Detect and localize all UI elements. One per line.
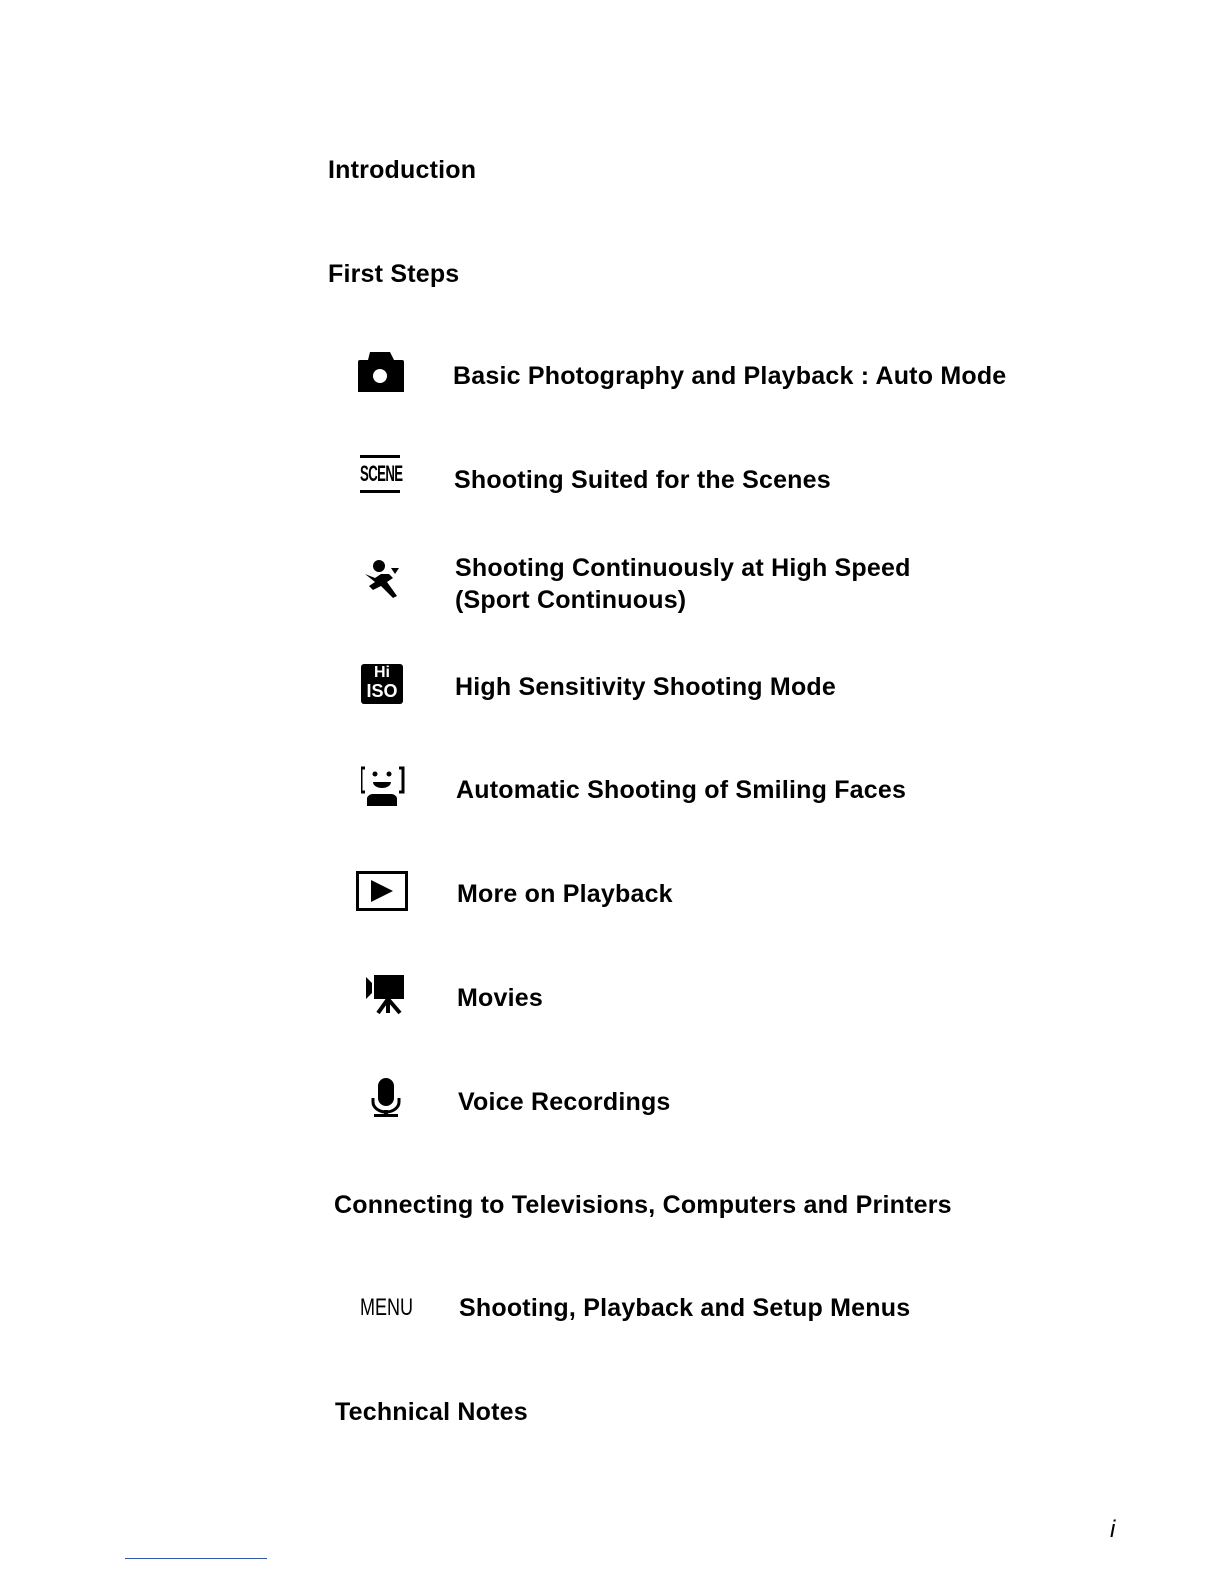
sport-continuous-icon (363, 560, 403, 600)
toc-menus[interactable]: Shooting, Playback and Setup Menus (459, 1294, 911, 1322)
toc-connecting[interactable]: Connecting to Televisions, Computers and Printers (334, 1191, 952, 1219)
toc-basic-photography[interactable]: Basic Photography and Playback : Auto Mode (453, 362, 1007, 390)
smile-face-icon (361, 766, 405, 806)
toc-scene[interactable]: Shooting Suited for the Scenes (454, 466, 831, 494)
toc-smiling-faces[interactable]: Automatic Shooting of Smiling Faces (456, 776, 907, 804)
toc-playback[interactable]: More on Playback (457, 880, 673, 908)
page-number: i (1110, 1516, 1116, 1543)
toc-first-steps[interactable]: First Steps (328, 260, 460, 288)
toc-technical-notes[interactable]: Technical Notes (335, 1398, 528, 1426)
toc-voice-recordings[interactable]: Voice Recordings (458, 1088, 671, 1116)
movie-camera-icon (366, 975, 406, 1015)
toc-high-sensitivity[interactable]: High Sensitivity Shooting Mode (455, 673, 836, 701)
toc-sport-continuous-line2[interactable]: (Sport Continuous) (455, 586, 687, 614)
toc-movies[interactable]: Movies (457, 984, 543, 1012)
scene-icon: SCENE (360, 455, 402, 495)
hi-iso-icon: Hi ISO (361, 664, 403, 704)
toc-sport-continuous-line1[interactable]: Shooting Continuously at High Speed (455, 554, 911, 582)
footer-rule (125, 1558, 267, 1559)
microphone-icon (371, 1078, 401, 1120)
camera-icon (358, 352, 404, 394)
toc-introduction[interactable]: Introduction (328, 156, 477, 184)
playback-icon (356, 871, 408, 911)
menu-icon: MENU (360, 1294, 414, 1321)
